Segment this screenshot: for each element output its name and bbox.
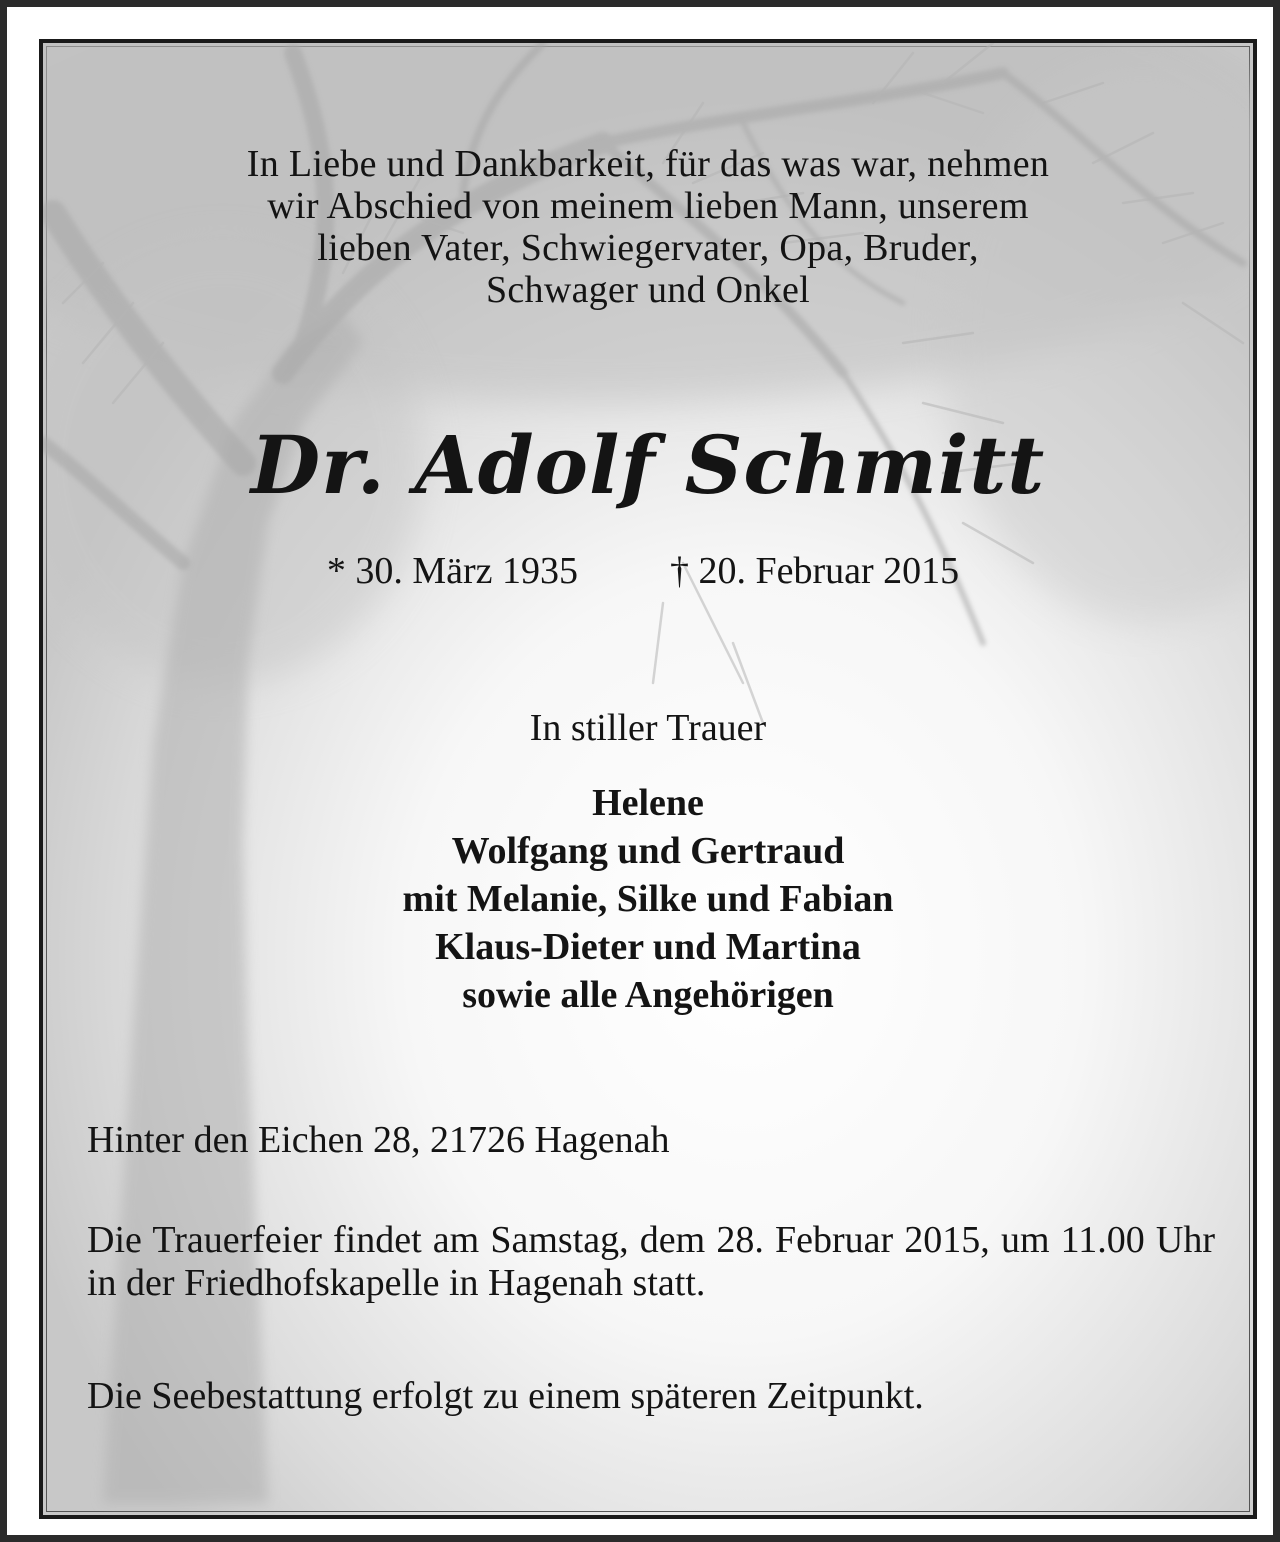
intro-line: Schwager und Onkel [485, 269, 811, 311]
obituary-card [39, 39, 1257, 1519]
life-dates [43, 549, 1253, 593]
burial-info: Die Seebestattung erfolgt zu einem späteren Zeitpunkt. [87, 1375, 924, 1417]
mourner-line: Wolfgang und Gertraud [451, 830, 845, 872]
birth-date: * 30. März 1935 [326, 550, 578, 592]
mourning-heading: In stiller Trauer [529, 707, 767, 749]
intro-line: In Liebe und Dankbarkeit, für das was war, nehmen [246, 143, 1050, 185]
mourners-list [43, 779, 1253, 1019]
intro-line: wir Abschied von meinem lieben Mann, unserem [267, 185, 1029, 227]
funeral-service-info: Die Trauerfeier findet am Samstag, dem 28. Februar 2015, um 11.00 Uhr in der Friedhofskapelle in Hagenah statt. [87, 1219, 1215, 1304]
deceased-name: Dr. Adolf Schmitt [250, 418, 1046, 512]
mourner-line: sowie alle Angehörigen [462, 974, 834, 1016]
mourner-line: mit Melanie, Silke und Fabian [402, 878, 894, 920]
intro-line: lieben Vater, Schwiegervater, Opa, Bruder, [317, 227, 979, 269]
intro-text [43, 143, 1253, 311]
mourner-line: Klaus-Dieter und Martina [435, 926, 861, 968]
death-date: † 20. Februar 2015 [670, 550, 960, 592]
mourner-line: Helene [592, 782, 704, 824]
address: Hinter den Eichen 28, 21726 Hagenah [87, 1119, 670, 1161]
